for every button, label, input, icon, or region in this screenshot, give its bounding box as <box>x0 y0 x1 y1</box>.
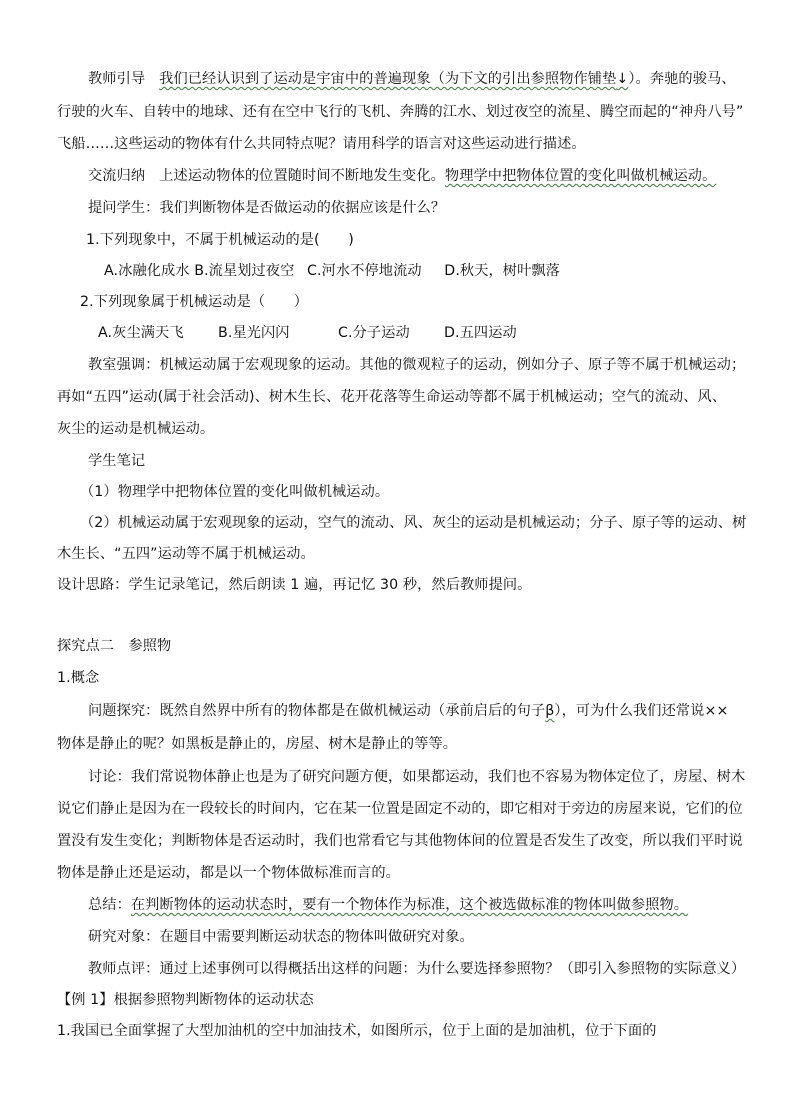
discussion-line-2: 说它们静止是因为在一段较长的时间内，它在某一位置是固定不动的，即它相对于旁边的房屋来说，它们的位 <box>57 801 743 817</box>
q2-stem: 2.下列现象属于机械运动是（ ） <box>80 294 309 310</box>
exchange-text-a: 上述运动物体的位置随时间不断地发生变化。 <box>159 168 445 184</box>
notes-title: 学生笔记 <box>88 453 146 469</box>
q1-options <box>104 261 560 281</box>
q1-option-a: A.冰融化成水 <box>104 263 190 279</box>
summary-label: 总结： <box>88 897 131 913</box>
design-note: 设计思路：学生记录笔记，然后朗读 1 遍，再记忆 30 秒，然后教师提问。 <box>57 577 532 593</box>
inquiry-line-2: 物体是静止的呢？如黑板是静止的，房屋、树木是静止的等等。 <box>57 736 458 752</box>
discussion-line-1: 讨论：我们常说物体静止也是为了研究问题方便，如果都运动，我们也不容易为物体定位了，房屋、树木 <box>88 769 746 785</box>
notes-item-1: （1）物理学中把物体位置的变化叫做机械运动。 <box>80 484 390 500</box>
notes-item-2-line-2: 木生长、“五四”运动等不属于机械运动。 <box>57 546 315 562</box>
arrow-down-icon: ↓ <box>616 71 629 87</box>
q1-option-c: C.河水不停地流动 <box>307 263 422 279</box>
q2-option-b: B.星光闪闪 <box>218 325 290 341</box>
section-subtitle: 1.概念 <box>57 670 100 686</box>
discussion-line-3: 置没有发生变化；判断物体是否运动时，我们也常看它与其他物体间的位置是否发生了改变，所以我们平时说 <box>57 833 743 849</box>
q1-option-b: B.流星划过夜空 <box>194 263 295 279</box>
exchange-definition: 物理学中把物体位置的变化叫做机械运动。 <box>444 168 717 184</box>
example-heading <box>57 990 314 1010</box>
intro-label: 教师引导 <box>88 71 146 87</box>
q1-stem: 1.下列现象中，不属于机械运动的是( ) <box>86 232 354 248</box>
exchange-label: 交流归纳 <box>88 168 146 184</box>
summary-text: 在判断物体的运动状态时，要有一个物体作为标准，这个被选做标准的物体叫做参照物。 <box>130 897 689 913</box>
intro-text-b: ）。奔驰的骏马、 <box>628 71 736 87</box>
notes-item-2-line-1: （2）机械运动属于宏观现象的运动，空气的流动、风、灰尘的运动是机械运动；分子、原子等的运动、树 <box>80 515 747 531</box>
inquiry-text-a: 问题探究：既然自然界中所有的物体都是在做机械运动 <box>88 703 431 719</box>
inquiry-text-d: ，可为什么我们还常说×× <box>561 703 729 719</box>
intro-text-a: 我们已经认识到了运动是宇宙中的普遍现象（为下文的引出参照物作铺垫 <box>159 71 617 87</box>
intro-line-2: 行驶的火车、自转中的地球、还有在空中飞行的飞机、奔腾的江水、划过夜空的流星、腾空而起的“神舟八号” <box>57 104 744 120</box>
q2-option-d: D.五四运动 <box>444 325 517 341</box>
q2-option-a: A.灰尘满天飞 <box>98 325 184 341</box>
question-prompt: 提问学生：我们判断物体是否做运动的依据应该是什么？ <box>88 200 446 216</box>
inquiry-line-1 <box>88 701 728 721</box>
summary-line <box>88 895 688 915</box>
exchange-line <box>88 166 716 186</box>
discussion-line-4: 物体是静止还是运动，都是以一个物体做标准而言的。 <box>57 865 400 881</box>
emphasis-line-1: 教室强调：机械运动属于宏观现象的运动。其他的微观粒子的运动，例如分子、原子等不属于机械运动； <box>88 357 746 373</box>
inquiry-note-close: ） <box>554 703 562 719</box>
q2-option-c: C.分子运动 <box>338 325 410 341</box>
example-label: 【例 1】 <box>57 992 114 1008</box>
inquiry-note-open: （承前启后的句子 <box>430 703 546 719</box>
q1-option-d: D.秋天，树叶飘落 <box>444 263 560 279</box>
q2-options <box>98 323 517 343</box>
intro-line-3: 飞船……这些运动的物体有什么共同特点呢？请用科学的语言对这些运动进行描述。 <box>57 136 586 152</box>
emphasis-line-3: 灰尘的运动是机械运动。 <box>57 421 215 437</box>
example-text: 根据参照物判断物体的运动状态 <box>113 992 314 1008</box>
teacher-comment: 教师点评：通过上述事例可以得概括出这样的问题：为什么要选择参照物？（即引入参照物的实际意义） <box>88 961 746 977</box>
research-object: 研究对象：在题目中需要判断运动状态的物体叫做研究对象。 <box>88 929 474 945</box>
intro-line-1 <box>88 69 736 89</box>
inquiry-beta: β <box>545 703 555 719</box>
section-title: 探究点二 参照物 <box>57 638 172 654</box>
emphasis-line-2: 再如“五四”运动(属于社会活动)、树木生长、花开花落等生命运动等都不属于机械运动；空气的流动、风、 <box>57 389 727 405</box>
example-question-line: 1.我国已全面掌握了大型加油机的空中加油技术，如图所示，位于上面的是加油机，位于下面的 <box>57 1023 657 1039</box>
